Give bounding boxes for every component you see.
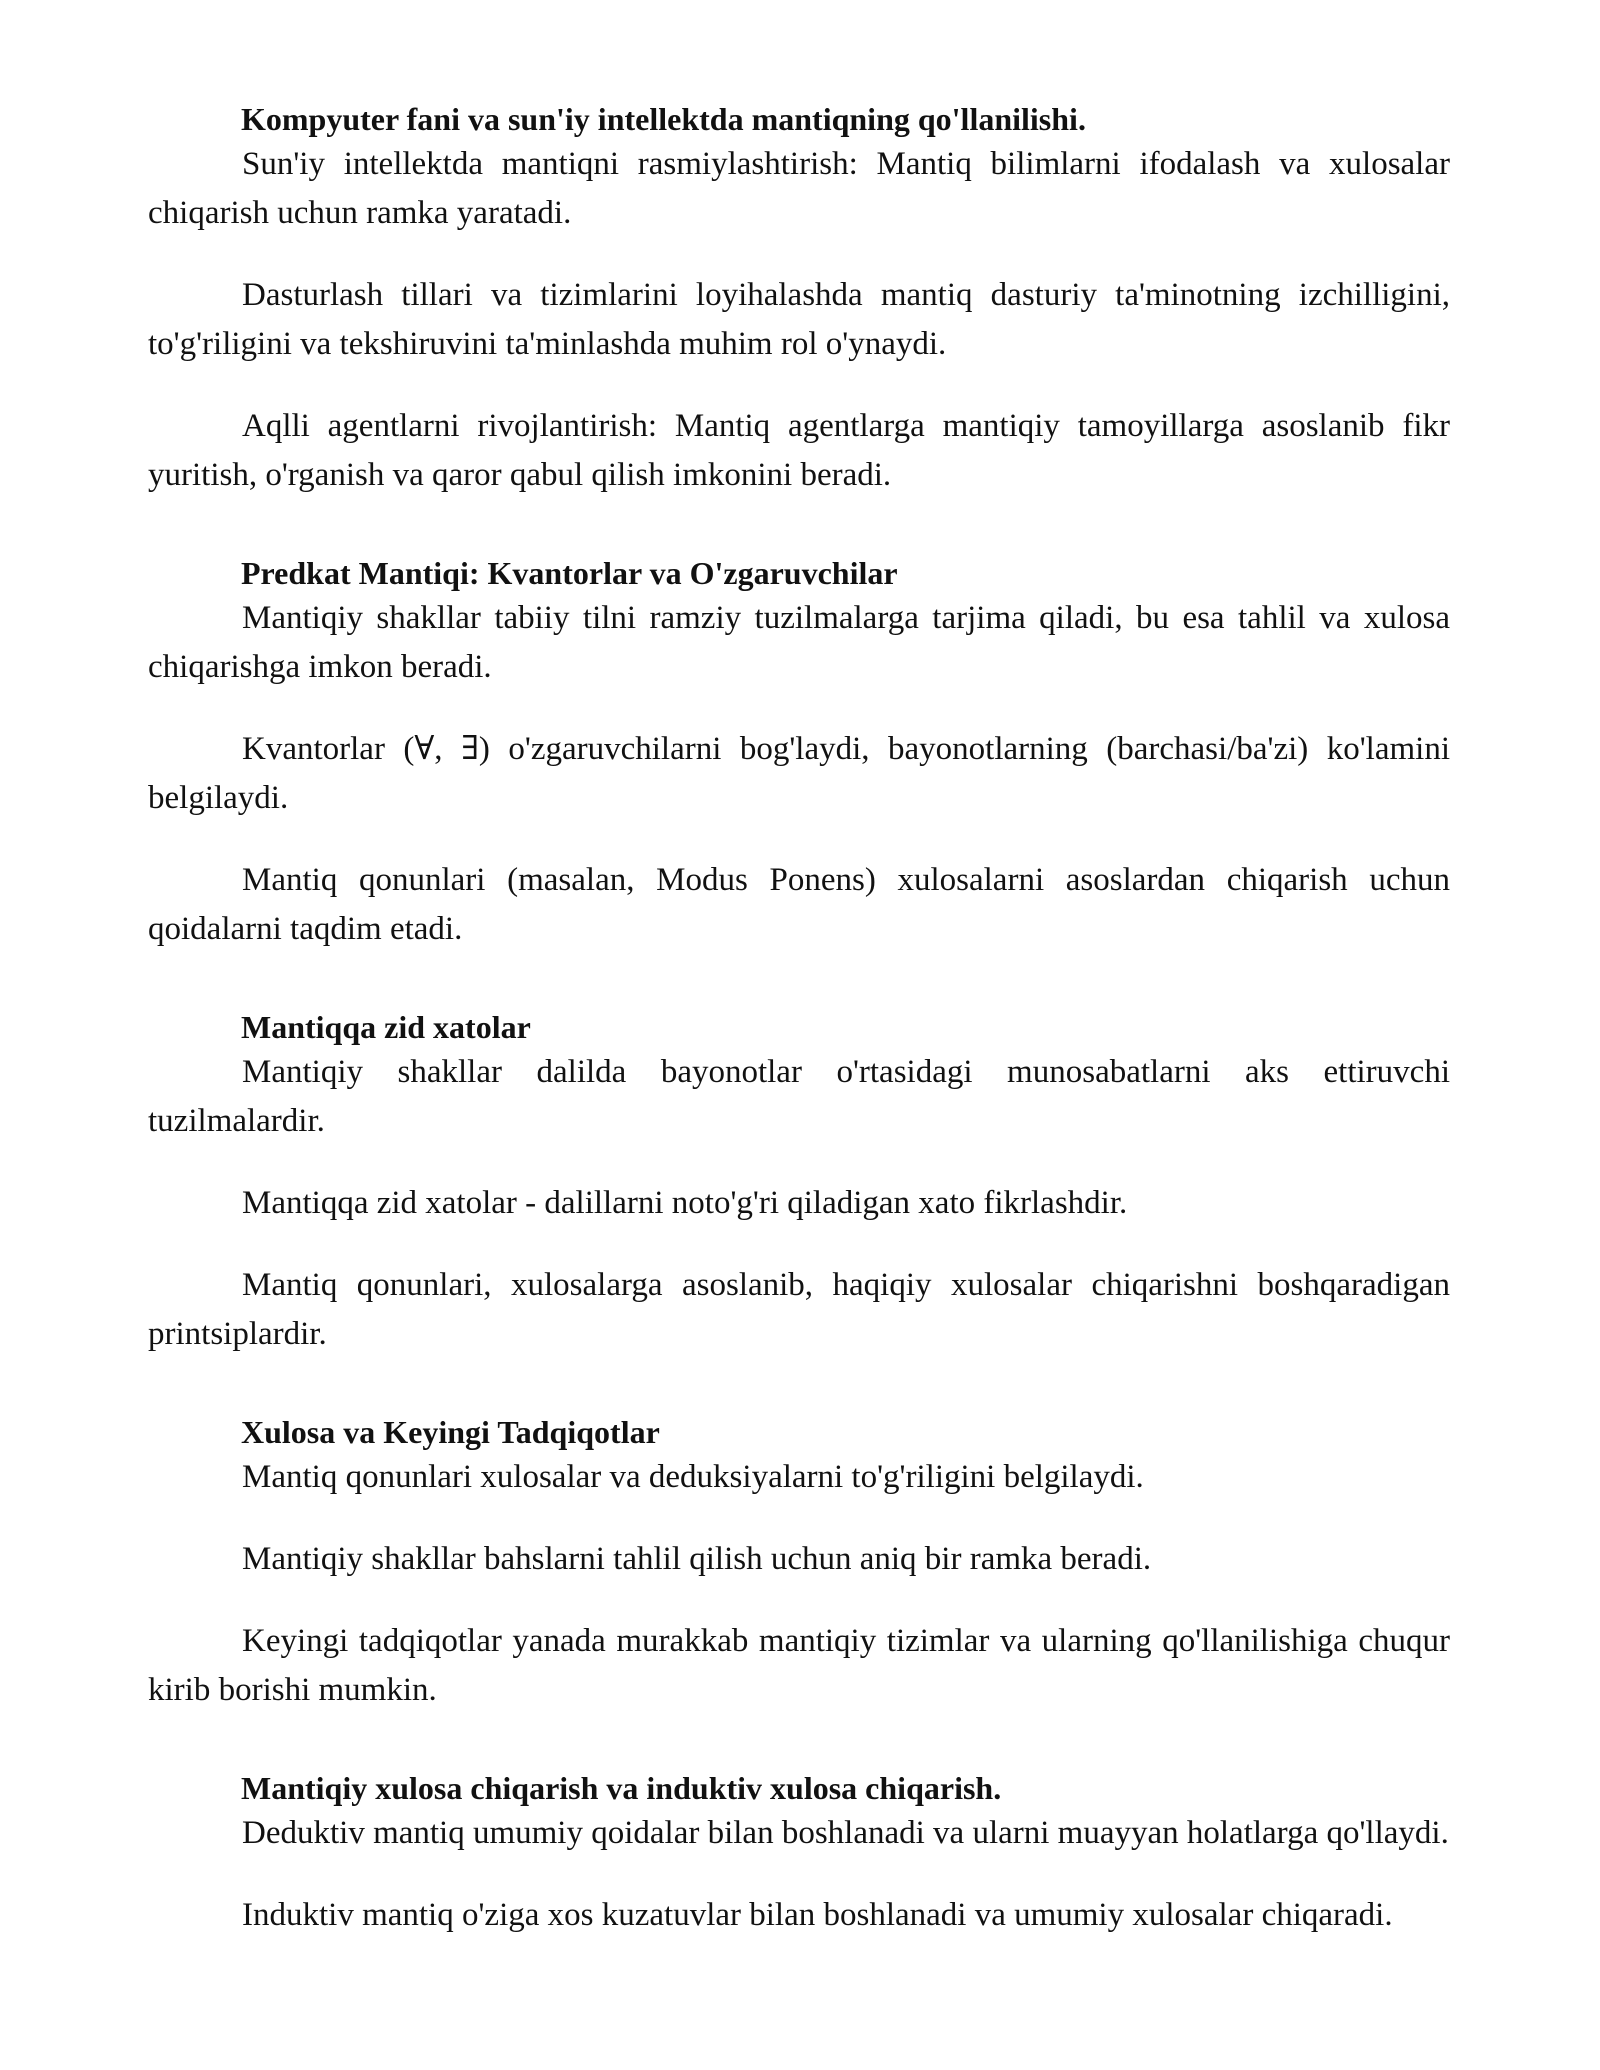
section-heading: Mantiqiy xulosa chiqarish va induktiv xulosa chiqarish.: [241, 1770, 1002, 1806]
section-heading: Xulosa va Keyingi Tadqiqotlar: [241, 1414, 660, 1450]
section-deduction-induction: [148, 1765, 1450, 1940]
paragraph: Deduktiv mantiq umumiy qoidalar bilan boshlanadi va ularni muayyan holatlarga qo'llaydi.: [242, 1815, 1449, 1851]
paragraph: Mantiq qonunlari (masalan, Modus Ponens) xulosalarni asoslardan chiqarish uchun qoidalarni taqdim etadi.: [148, 862, 1450, 947]
section-heading: Mantiqqa zid xatolar: [241, 1009, 531, 1045]
paragraph: Sun'iy intellektda mantiqni rasmiylashtirish: Mantiq bilimlarni ifodalash va xulosalar chiqarish uchun ramka yaratadi.: [148, 146, 1450, 231]
paragraph: Mantiqiy shakllar bahslarni tahlil qilish uchun aniq bir ramka beradi.: [242, 1541, 1152, 1577]
section-heading: Kompyuter fani va sun'iy intellektda mantiqning qo'llanilishi.: [241, 101, 1086, 137]
paragraph: Mantiqqa zid xatolar - dalillarni noto'g'ri qiladigan xato fikrlashdir.: [242, 1185, 1128, 1221]
section-ai-logic: [148, 96, 1450, 500]
section-fallacies: [148, 1004, 1450, 1359]
paragraph: Kvantorlar (∀, ∃) o'zgaruvchilarni bog'laydi, bayonotlarning (barchasi/ba'zi) ko'lamini belgilaydi.: [148, 731, 1450, 816]
paragraph: Aqlli agentlarni rivojlantirish: Mantiq agentlarga mantiqiy tamoyillarga asoslanib fikr yuritish, o'rganish va qaror qabul qilish imkonini beradi.: [148, 408, 1450, 493]
section-heading: Predkat Mantiqi: Kvantorlar va O'zgaruvchilar: [241, 555, 898, 591]
document-page: [148, 96, 1450, 1940]
paragraph: Keyingi tadqiqotlar yanada murakkab mantiqiy tizimlar va ularning qo'llanilishiga chuqur kirib borishi mumkin.: [148, 1623, 1450, 1708]
section-conclusion: [148, 1409, 1450, 1715]
paragraph: Mantiqiy shakllar dalilda bayonotlar o'rtasidagi munosabatlarni aks ettiruvchi tuzilmalardir.: [148, 1054, 1450, 1139]
paragraph: Mantiqiy shakllar tabiiy tilni ramziy tuzilmalarga tarjima qiladi, bu esa tahlil va xulosa chiqarishga imkon beradi.: [148, 600, 1450, 685]
paragraph: Mantiq qonunlari, xulosalarga asoslanib, haqiqiy xulosalar chiqarishni boshqaradigan printsiplardir.: [148, 1267, 1450, 1352]
paragraph: Induktiv mantiq o'ziga xos kuzatuvlar bilan boshlanadi va umumiy xulosalar chiqaradi.: [242, 1897, 1393, 1933]
paragraph: Dasturlash tillari va tizimlarini loyihalashda mantiq dasturiy ta'minotning izchilligini, to'g'riligini va tekshiruvini ta'minlashda muhim rol o'ynaydi.: [148, 277, 1450, 362]
paragraph: Mantiq qonunlari xulosalar va deduksiyalarni to'g'riligini belgilaydi.: [242, 1459, 1144, 1495]
section-predicate-logic: [148, 550, 1450, 954]
